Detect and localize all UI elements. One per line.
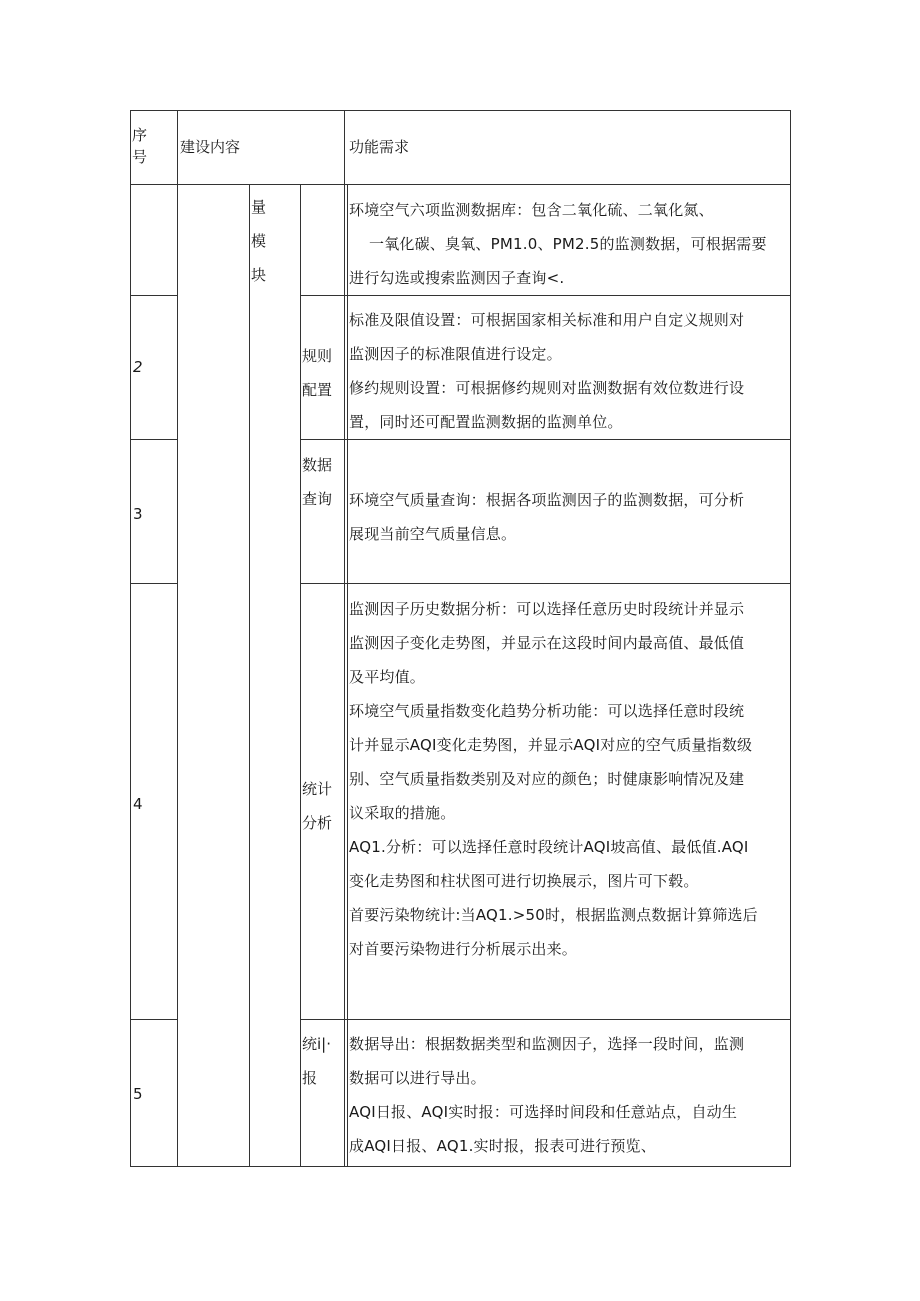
submodule-line: 分析 <box>302 814 333 832</box>
row-2-number: 2 <box>133 358 143 376</box>
row-3-submodule <box>302 448 332 516</box>
requirement-line: 进行勾选或搜索监测因子查询<. <box>349 269 565 287</box>
row-divider <box>300 439 791 440</box>
requirement-line: 标准及限值设置：可根据国家相关标准和用户自定义规则对 <box>349 311 745 329</box>
column-divider <box>347 184 348 1167</box>
requirement-line: 监测因子变化走势图，并显示在这段时间内最高值、最低值 <box>349 634 745 652</box>
module-label-char: 块 <box>251 266 267 284</box>
submodule-line: 规则 <box>302 347 333 365</box>
row-divider <box>130 1166 791 1167</box>
module-label-char: 模 <box>251 232 267 250</box>
row-divider <box>300 583 791 584</box>
row-divider <box>130 1019 177 1020</box>
row-divider <box>130 439 177 440</box>
row-4-number: 4 <box>133 795 143 813</box>
module-label-char: 量 <box>251 198 267 216</box>
requirement-line: 及平均值。 <box>349 668 426 686</box>
header-content: 建设内容 <box>180 138 241 156</box>
header-seq <box>132 126 176 166</box>
submodule-line: 统计 <box>302 780 333 798</box>
table-border-left <box>130 110 131 1167</box>
requirement-line: 数据导出：根据数据类型和监测因子，选择一段时间，监测 <box>349 1035 745 1053</box>
submodule-line: 报 <box>302 1069 318 1087</box>
requirement-line: AQ1.分析：可以选择任意时段统计AQI坡高值、最低值.AQI <box>349 838 749 856</box>
row-3-number: 3 <box>133 505 143 523</box>
requirement-line: 成AQI日报、AQ1.实时报，报表可进行预览、 <box>349 1137 656 1155</box>
row-3-requirements <box>349 483 789 551</box>
requirement-line: 首要污染物统计:当AQ1.>50时，根据监测点数据计算筛选后 <box>349 906 758 924</box>
module-label <box>251 190 297 292</box>
row-4-submodule <box>302 772 332 840</box>
row-4-requirements <box>349 592 789 966</box>
header-divider <box>130 184 791 185</box>
submodule-line: 统i|· <box>302 1035 331 1053</box>
row-divider <box>130 295 177 296</box>
column-divider <box>344 110 345 1167</box>
requirement-line: 数据可以进行导出。 <box>349 1069 486 1087</box>
row-5-number: 5 <box>133 1085 143 1103</box>
header-seq-line2: 号 <box>132 148 148 166</box>
submodule-line: 查询 <box>302 490 333 508</box>
requirement-line: 变化走势图和柱状图可进行切换展示，图片可下毂。 <box>349 872 699 890</box>
row-2-submodule <box>302 339 332 407</box>
requirement-line: 计并显示AQI变化走势图，并显示AQI对应的空气质量指数级 <box>349 736 753 754</box>
requirement-line: 监测因子的标准限值进行设定。 <box>349 345 562 363</box>
row-1-requirements <box>349 193 789 295</box>
header-seq-line1: 序 <box>132 126 148 144</box>
submodule-line: 数据 <box>302 456 333 474</box>
column-divider <box>300 184 301 1167</box>
requirement-line: 环境空气质量指数变化趋势分析功能：可以选择任意时段统 <box>349 702 745 720</box>
table-border-top <box>130 110 791 111</box>
requirement-line: 展现当前空气质量信息。 <box>349 525 517 543</box>
requirement-line: 环境空气质量查询：根据各项监测因子的监测数据，可分析 <box>349 491 745 509</box>
requirement-line: 对首要污染物进行分析展示出来。 <box>349 940 578 958</box>
requirement-line: 环境空气六项监测数据库：包含二氧化硫、二氧化氮、 <box>349 201 714 219</box>
requirement-line: 别、空气质量指数类别及对应的颜色；时健康影响情况及建 <box>349 770 745 788</box>
requirement-line: AQI日报、AQI实时报：可选择时间段和任意站点，自动生 <box>349 1103 738 1121</box>
requirement-line: 监测因子历史数据分析：可以选择任意历史时段统计并显示 <box>349 600 745 618</box>
row-2-requirements <box>349 303 789 439</box>
row-5-submodule <box>302 1027 331 1095</box>
requirement-line: 修约规则设置：可根据修约规则对监测数据有效位数进行设 <box>349 379 745 397</box>
row-divider <box>130 583 177 584</box>
row-5-requirements <box>349 1027 789 1163</box>
requirement-line: 置，同时还可配置监测数据的监测单位。 <box>349 413 623 431</box>
row-divider <box>300 1019 791 1020</box>
row-divider <box>300 295 791 296</box>
table-border-right <box>790 110 791 1167</box>
requirement-line: 一氧化碳、臭氧、PM1.0、PM2.5的监测数据，可根据需要 <box>369 235 767 253</box>
column-divider <box>177 110 178 1167</box>
requirement-line: 议采取的措施。 <box>349 804 456 822</box>
header-requirement: 功能需求 <box>349 138 410 156</box>
submodule-line: 配置 <box>302 381 333 399</box>
column-divider <box>249 184 250 1167</box>
